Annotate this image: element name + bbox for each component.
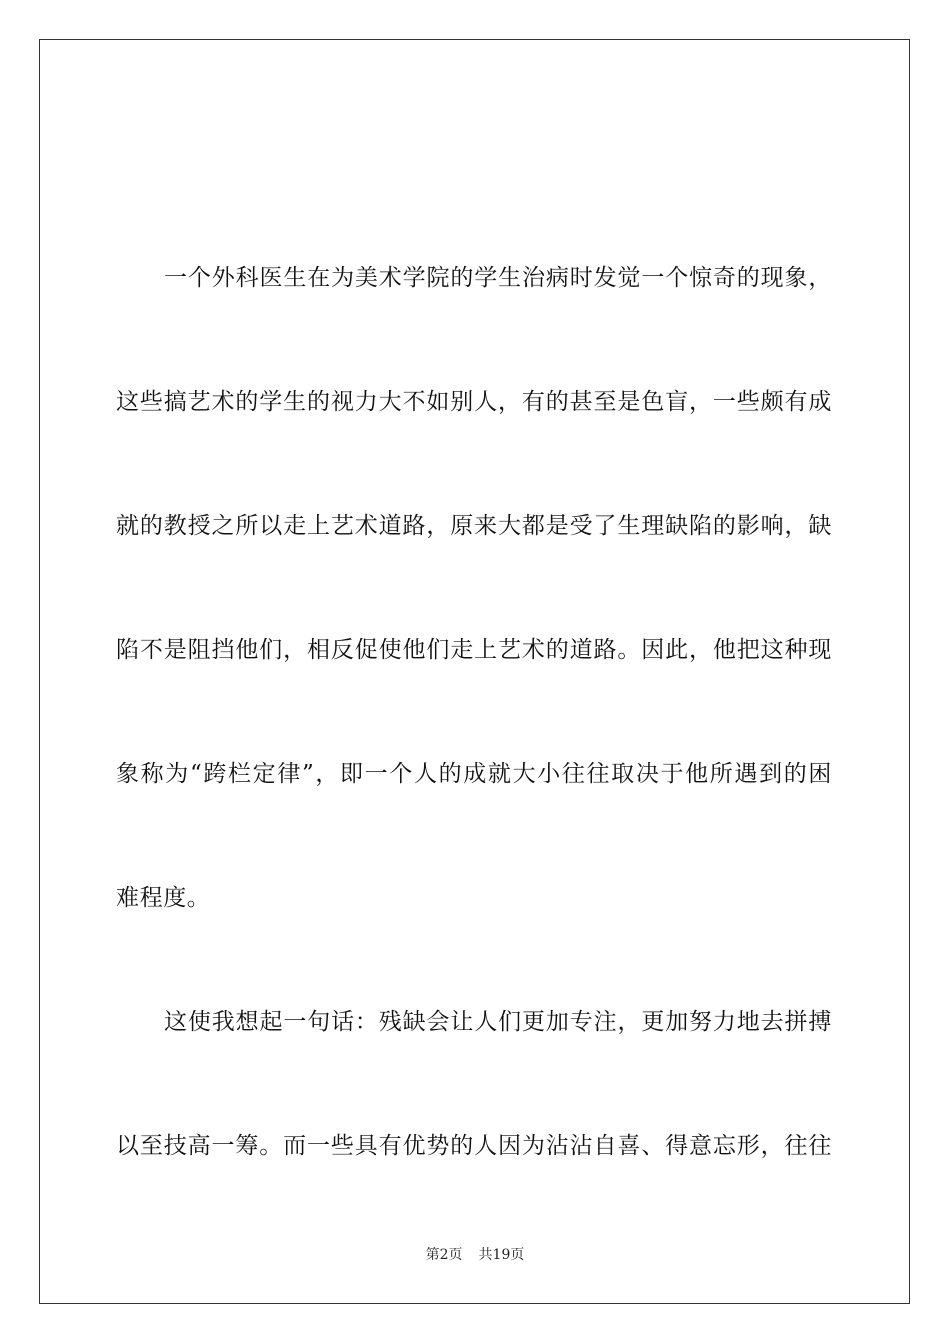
- page-total: 共19页: [478, 1247, 525, 1263]
- page-number: 第2页: [425, 1247, 463, 1263]
- paragraph-1-line-4: 陷不是阻挡他们，相反促使他们走上艺术的道路。因此，他把这种现: [116, 637, 832, 663]
- page-border: [39, 39, 910, 1304]
- paragraph-2-line-1: 这使我想起一句话：残缺会让人们更加专注，更加努力地去拼搏: [164, 1009, 832, 1035]
- paragraph-1-line-6: 难程度。: [116, 885, 211, 911]
- paragraph-1-line-1: 一个外科医生在为美术学院的学生治病时发觉一个惊奇的现象，: [164, 265, 832, 291]
- paragraph-1-line-5: 象称为“跨栏定律”，即一个人的成就大小往往取决于他所遇到的困: [116, 761, 832, 787]
- paragraph-1-line-2: 这些搞艺术的学生的视力大不如别人，有的甚至是色盲，一些颇有成: [116, 389, 832, 415]
- paragraph-1-line-3: 就的教授之所以走上艺术道路，原来大都是受了生理缺陷的影响，缺: [116, 513, 832, 539]
- page-footer: [0, 1246, 950, 1264]
- paragraph-2-line-2: 以至技高一筹。而一些具有优势的人因为沾沾自喜、得意忘形，往往: [116, 1133, 832, 1159]
